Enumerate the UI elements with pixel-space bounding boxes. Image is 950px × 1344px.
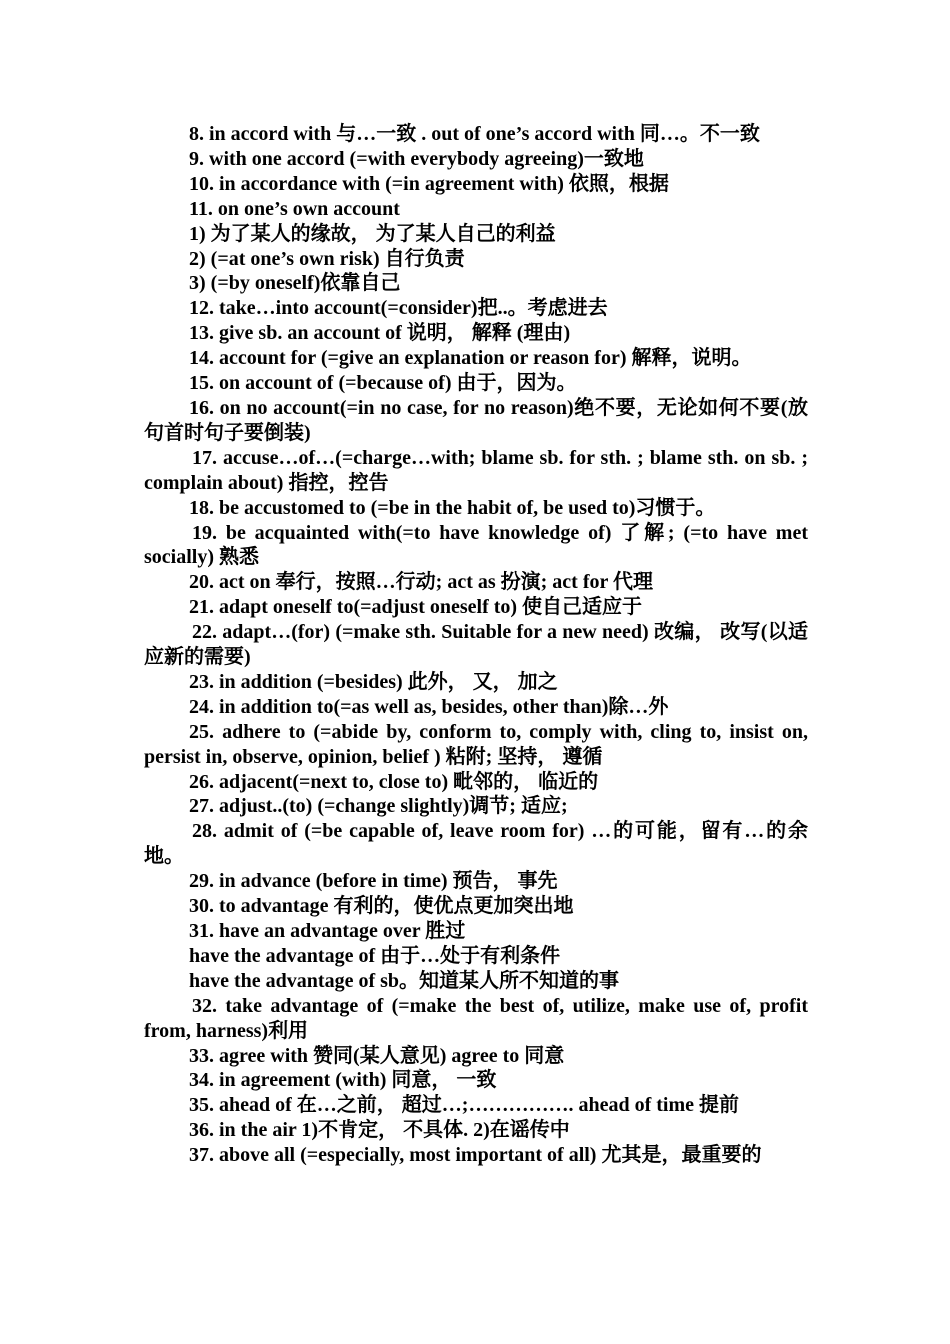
entry-12: 12. take…into account(=consider)把..。考虑进去 xyxy=(189,297,608,320)
entry-20: 20. act on 奉行，按照…行动; act as 扮演; act for 代理 xyxy=(189,571,654,594)
entry-30: 30. to advantage 有利的，使优点更加突出地 xyxy=(189,895,574,918)
entry-15: 15. on account of (=because of) 由于，因为。 xyxy=(189,372,577,395)
entry-31: 31. have an advantage over 胜过 xyxy=(189,920,466,942)
entry-16: 16. on no account(=in no case, for no reason)绝不要，无论如何不要(放句首时句子要倒装) xyxy=(144,396,808,444)
entry-33: 33. agree with 赞同(某人意见) agree to 同意 xyxy=(189,1044,565,1067)
entry-26: 26. adjacent(=next to, close to) 毗邻的， 临近的 xyxy=(189,770,599,793)
entry-28: 28. admit of (=be capable of, leave room for) …的可能，留有…的余地。 xyxy=(144,820,808,868)
entry-11-sense-3: 3) (=by oneself)依靠自己 xyxy=(189,272,401,295)
entry-31-variant-1: have the advantage of 由于…处于有利条件 xyxy=(189,944,561,967)
entry-10: 10. in accordance with (=in agreement with) 依照，根据 xyxy=(189,172,669,195)
entry-31-variant-2: have the advantage of sb。知道某人所不知道的事 xyxy=(189,969,620,992)
entry-29: 29. in advance (before in time) 预告， 事先 xyxy=(189,870,558,893)
entry-8: 8. in accord with 与…一致 . out of one’s accord with 同…。不一致 xyxy=(189,123,760,145)
entry-11-sense-1: 1) 为了某人的缘故， 为了某人自己的利益 xyxy=(189,222,556,245)
entry-34: 34. in agreement (with) 同意， 一致 xyxy=(189,1069,497,1092)
entry-14: 14. account for (=give an explanation or reason for) 解释，说明。 xyxy=(189,347,752,370)
entry-18: 18. be accustomed to (=be in the habit of, be used to)习惯于。 xyxy=(189,496,716,519)
entry-21: 21. adapt oneself to(=adjust oneself to) 使自己适应于 xyxy=(189,596,643,619)
entry-11-sense-2: 2) (=at one’s own risk) 自行负责 xyxy=(189,247,465,270)
document-body xyxy=(144,122,808,1168)
entry-36: 36. in the air 1)不肯定， 不具体. 2)在谣传中 xyxy=(189,1119,570,1142)
entry-9: 9. with one accord (=with everybody agreeing)一致地 xyxy=(189,147,644,170)
entry-24: 24. in addition to(=as well as, besides, other than)除…外 xyxy=(189,695,669,718)
entry-22: 22. adapt…(for) (=make sth. Suitable for a new need) 改编， 改写(以适应新的需要) xyxy=(144,621,808,669)
entry-17: 17. accuse…of…(=charge…with; blame sb. for sth. ; blame sth. on sb. ; complain about) 指控，控告 xyxy=(144,446,808,494)
entry-32: 32. take advantage of (=make the best of, utilize, make use of, profit from, harness)利用 xyxy=(144,994,808,1042)
entry-19: 19. be acquainted with(=to have knowledge of) 了解; (=to have met socially) 熟悉 xyxy=(144,521,808,569)
entry-37: 37. above all (=especially, most important of all) 尤其是，最重要的 xyxy=(189,1144,762,1167)
entry-13: 13. give sb. an account of 说明， 解释 (理由) xyxy=(189,322,571,345)
entry-35: 35. ahead of 在…之前， 超过…;……………. ahead of time 提前 xyxy=(189,1094,739,1117)
entry-23: 23. in addition (=besides) 此外， 又， 加之 xyxy=(189,670,558,693)
entry-25: 25. adhere to (=abide by, conform to, comply with, cling to, insist on, persist in, observe, opinion, belief ) 粘附; 坚持， 遵循 xyxy=(144,720,808,768)
entry-11: 11. on one’s own account xyxy=(189,197,400,220)
entry-27: 27. adjust..(to) (=change slightly)调节; 适应; xyxy=(189,795,568,818)
